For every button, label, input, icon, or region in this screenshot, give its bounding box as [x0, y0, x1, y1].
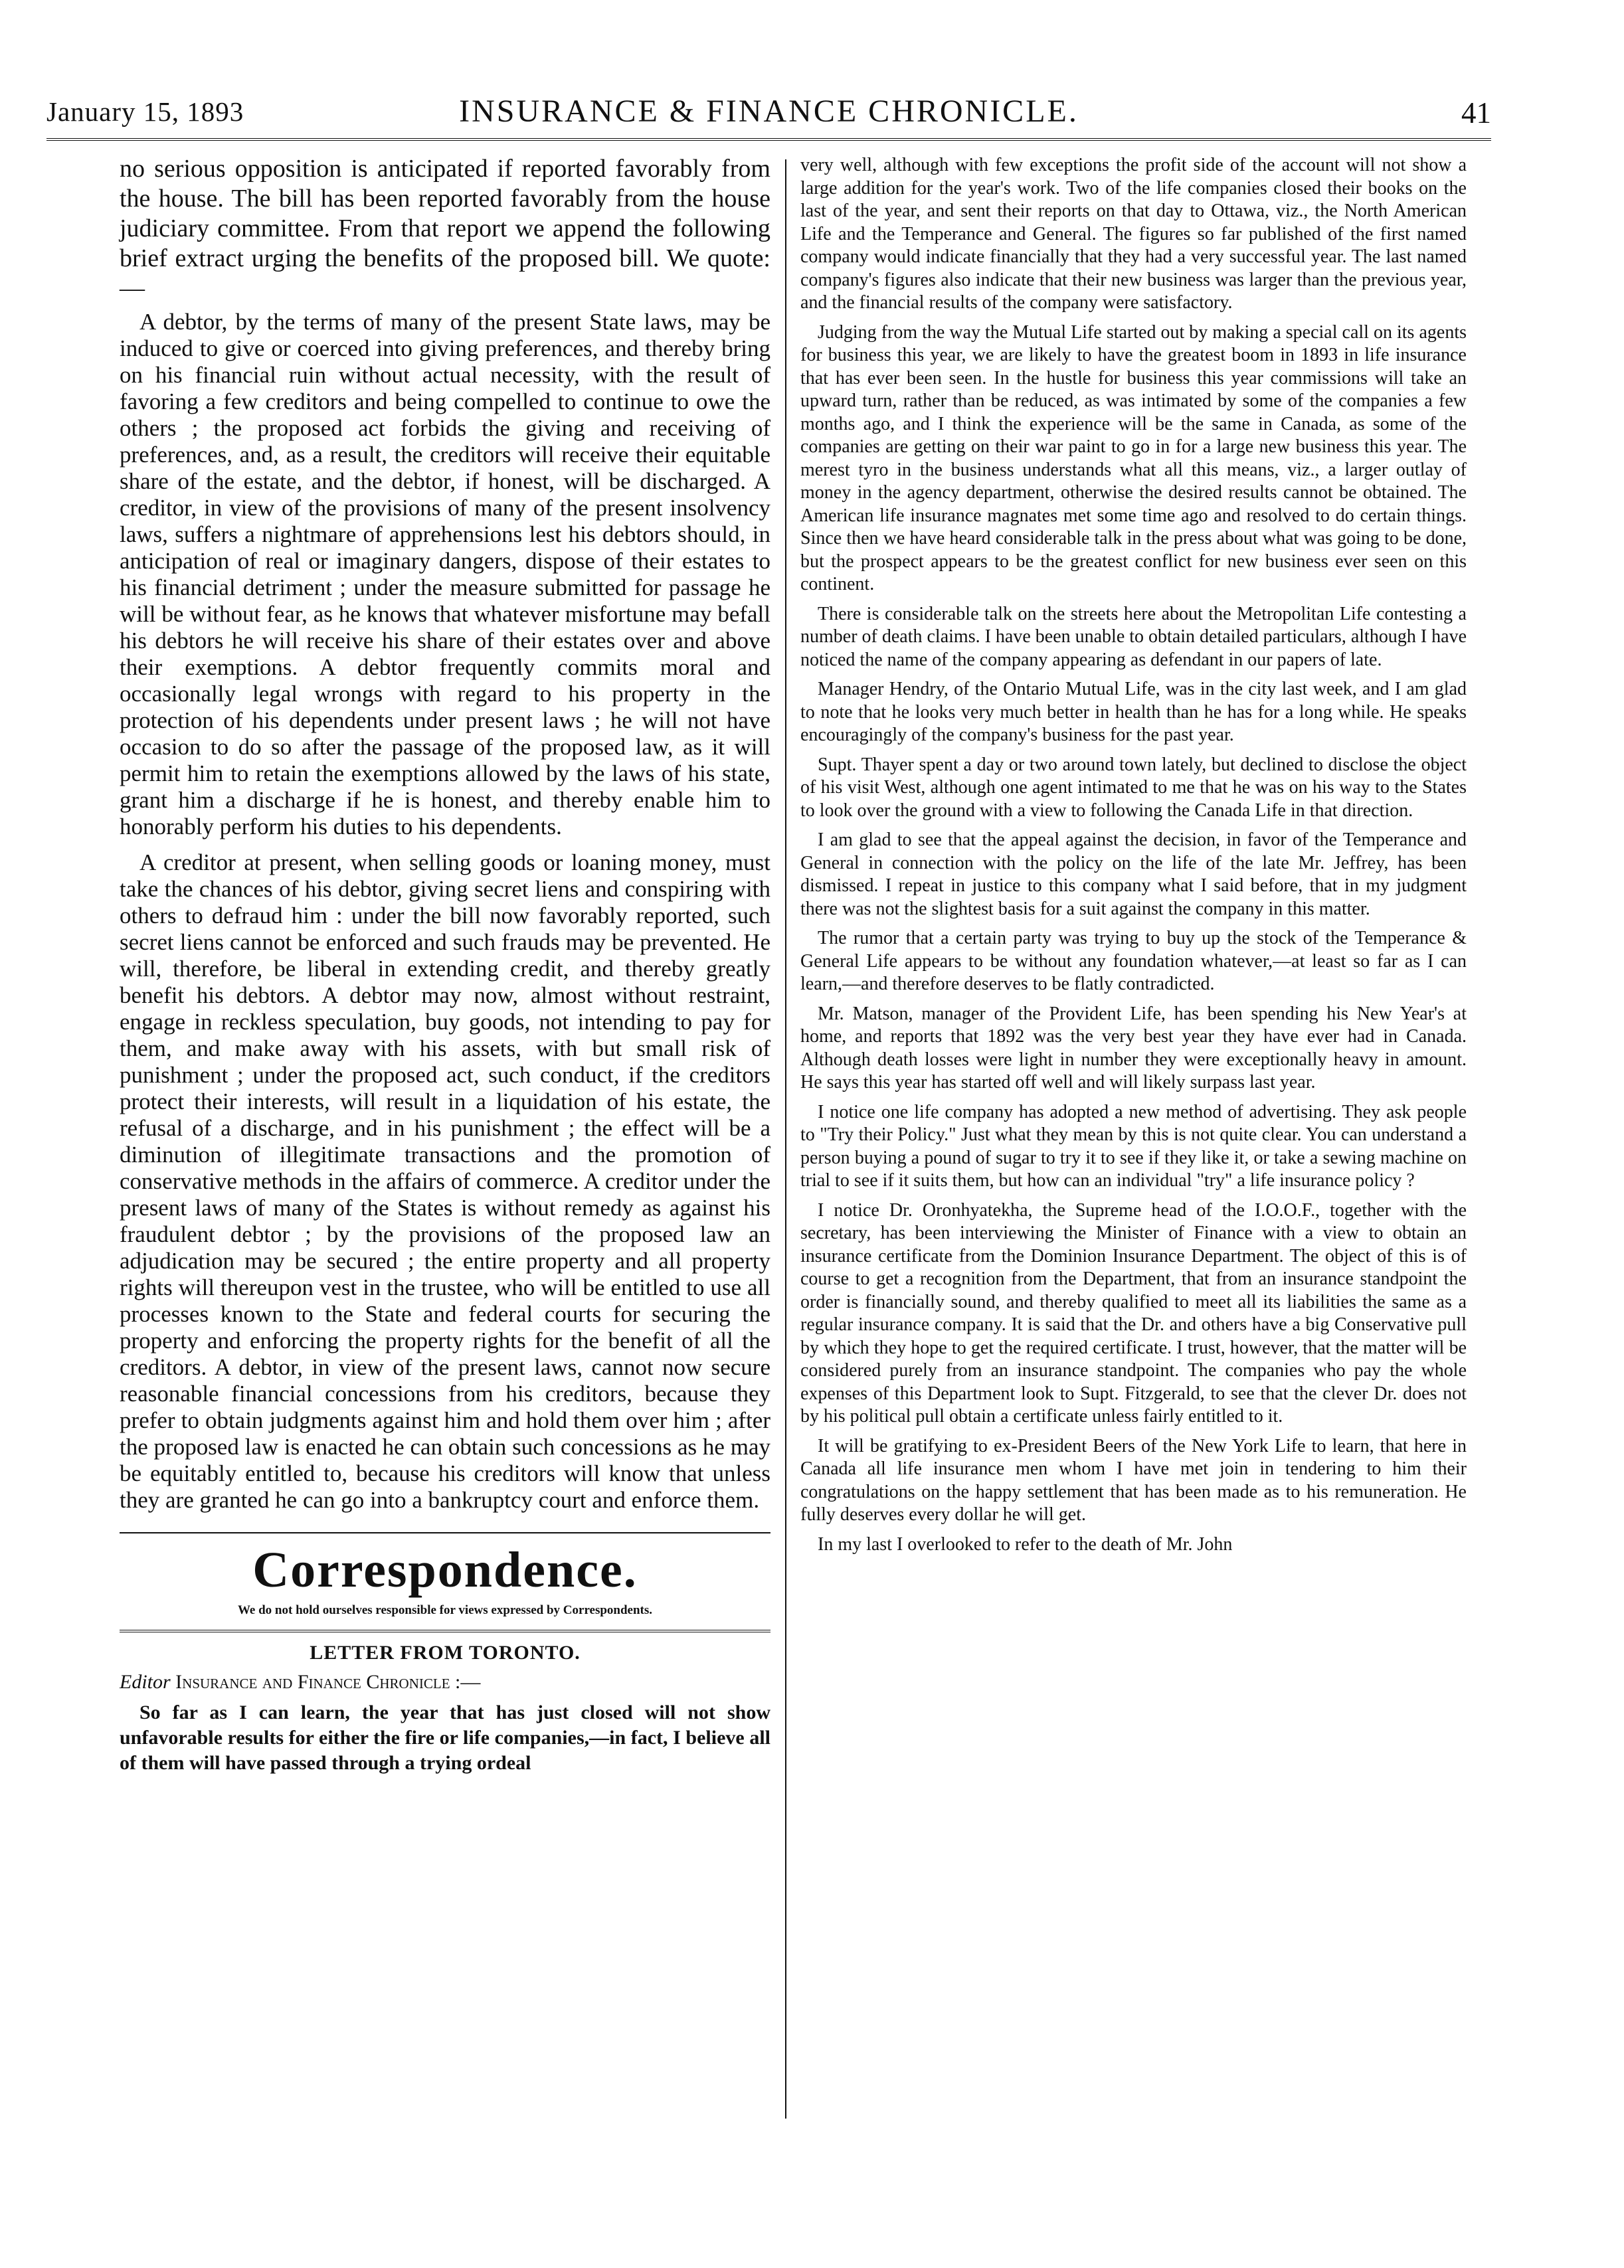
section-rule	[120, 1532, 770, 1533]
left-column	[120, 154, 770, 1781]
article-paragraph: Manager Hendry, of the Ontario Mutual Life, was in the city last week, and I am glad to note that he looks very much better in health than he has for a long while. He speaks encouragingly of the company's business for the past year.	[800, 679, 1467, 745]
column-divider	[785, 159, 786, 2119]
article-paragraph: I notice Dr. Oronhyatekha, the Supreme head of the I.O.O.F., together with the secretary, has been interviewing the Minister of Finance with a view to obtain an insurance certificate from the Dominion Insurance Department. The object of this is of course to get a recognition from the Department, that from an insurance standpoint the order is financially sound, and thereby qualified to meet all its liabilities the same as a regular insurance company. It is said that the Dr. and others have a big Conservative pull by which they hope to get the required certificate. I trust, however, that the matter will be considered purely from an insurance standpoint. The companies who pay the whole expenses of this Department look to Supt. Fitzgerald, to see that the clever Dr. does not by his political pull obtain a certificate unless fairly entitled to it.	[800, 1199, 1467, 1427]
editor-salutation	[120, 1671, 770, 1694]
publication-title: INSURANCE & FINANCE CHRONICLE.	[459, 94, 1079, 129]
editor-label: Editor	[120, 1671, 171, 1693]
editor-address: Insurance and Finance Chronicle :—	[175, 1671, 481, 1693]
right-column	[800, 154, 1467, 1563]
quoted-extract-continued: A creditor at present, when selling goods or loaning money, must take the chances of his debtor, giving secret liens and conspiring with others to defraud him : under the bill now favorably reported, such secret liens cannot be enforced and such frauds may be prevented. He will, therefore, be liberal in extending credit, and thereby greatly benefit his debtors. A debtor may now, almost without restraint, engage in reckless speculation, buy goods, not intending to pay for them, and make away with his assets, with but small risk of punishment ; under the proposed act, such conduct, if the creditors protect their interests, will result in a liquidation of his estate, the refusal of a discharge, and in his punishment ; the effect will be a diminution of illegitimate transactions and the promotion of conservative methods in the affairs of commerce. A creditor under the present laws of many of the States is without remedy as against his fraudulent debtor ; by the provisions of the proposed law an adjudication may be secured ; the entire property and all property rights will thereupon vest in the trustee, who will be entitled to use all processes known to the State and federal courts for securing the property and enforcing the property rights for the benefit of all the creditors. A debtor, in view of the present laws, cannot now secure reasonable financial concessions from his creditors, because they prefer to obtain judgments against him and hold them over him ; after the proposed law is enacted he can obtain such concessions as he may be equitably entitled to, because his creditors will know that unless they are granted he can go into a bankruptcy court and enforce them.	[120, 849, 770, 1513]
issue-date: January 15, 1893	[46, 96, 244, 127]
page-number: 41	[1461, 96, 1491, 130]
letter-opening: So far as I can learn, the year that has just closed will not show unfavorable results for either the fire or life companies,—in fact, I believe all of them will have passed through a trying ordeal	[120, 1701, 770, 1774]
page-header	[46, 92, 1491, 141]
article-paragraph: The rumor that a certain party was trying to buy up the stock of the Temperance & General Life appears to be without any foundation whatever,—at least so far as I can learn,—and therefore deserves to be flatly contradicted.	[800, 928, 1467, 994]
letter-title: LETTER FROM TORONTO.	[310, 1642, 581, 1664]
article-paragraph: In my last I overlooked to refer to the death of Mr. John	[818, 1533, 1233, 1555]
article-paragraph: Mr. Matson, manager of the Provident Life, has been spending his New Year's at home, and reports that 1892 was the very best year they have ever had in Canada. Although death losses were light in number they were exceptionally heavy in amount. He says this year has started off well and will likely surpass last year.	[800, 1003, 1467, 1092]
article-paragraph: very well, although with few exceptions the profit side of the account will not show a large addition for the year's work. Two of the life companies closed their books on the last of the year, and sent their reports on that day to Ottawa, viz., the North American Life and the Temperance and General. The figures so far published of the first named company would indicate financially that they had a very successful year. The last named company's figures also indicate that their new business was larger than the previous year, and the financial results of the company were satisfactory.	[800, 155, 1467, 313]
article-paragraph: It will be gratifying to ex-President Beers of the New York Life to learn, that here in Canada all life insurance men whom I have met join in tendering to him their congratulations on the happy settlement that has been made as to his remuneration. He fully deserves every dollar he will get.	[800, 1435, 1467, 1525]
article-paragraph: There is considerable talk on the streets here about the Metropolitan Life contesting a number of death claims. I have been unable to obtain detailed particulars, although I have noticed the name of the company appearing as defendant in our papers of late.	[800, 603, 1467, 670]
section-double-rule	[120, 1630, 770, 1632]
section-title: Correspondence.	[252, 1542, 638, 1598]
article-paragraph: I am glad to see that the appeal against the decision, in favor of the Temperance and General in connection with the policy on the life of the late Mr. Jeffrey, has been dismissed. I repeat in justice to this company what I said before, that in my judgment there was not the slightest basis for a suit against the company in this matter.	[800, 829, 1467, 919]
quoted-extract: A debtor, by the terms of many of the present State laws, may be induced to give or coerced into giving preferences, and thereby bring on his financial ruin without actual necessity, with the result of favoring a few creditors and being compelled to continue to owe the others ; the proposed act forbids the giving and receiving of preferences, and, as a result, the creditors will receive their equitable share of the estate, and the debtor, if honest, will be discharged. A creditor, in view of the provisions of many of the present insolvency laws, suffers a nightmare of apprehensions lest his debtors should, in anticipation of real or imaginary dangers, dispose of their estates to his financial detriment ; under the measure submitted for passage he will be without fear, as he knows that whatever misfortune may befall his debtors he will receive his share of their estates over and above their exemptions. A debtor frequently commits moral and occasionally legal wrongs with regard to his property in the protection of his dependents under present laws ; he will not have occasion to do so after the passage of the proposed law, as it will permit him to retain the exemptions allowed by the laws of his state, grant him a discharge if he is honest, and thereby enable him to honorably perform his duties to his dependents.	[120, 309, 770, 839]
article-paragraph: Judging from the way the Mutual Life started out by making a special call on its agents for business this year, we are likely to have the greatest boom in 1893 in life insurance that has ever been seen. In the hustle for business this year commissions will take an upward turn, rather than be reduced, as was intimated by some of the companies a few months ago, and I think the experience will be the same in Canada, as some of the companies are getting on their war paint to go in for a large new business this year. The merest tyro in the business understands what all this means, viz., a larger outlay of money in the agency department, otherwise the desired results cannot be obtained. The American life insurance magnates met some time ago and resolved to do certain things. Since then we have heard considerable talk in the press about what was going to be done, but the prospect appears to be the greatest conflict for new business ever seen on this continent.	[800, 321, 1467, 594]
correspondence-disclaimer: We do not hold ourselves responsible for views expressed by Correspondents.	[237, 1603, 653, 1617]
intro-paragraph: no serious opposition is anticipated if reported favorably from the house. The bill has been reported favorably from the house judiciary committee. From that report we append the following brief extract urging the benefits of the proposed bill. We quote:—	[120, 155, 770, 302]
article-paragraph: Supt. Thayer spent a day or two around town lately, but declined to disclose the object of his visit West, although one agent intimated to me that he was on his way to the States to look over the ground with a view to following the Canada Life in that direction.	[800, 754, 1467, 821]
article-paragraph: I notice one life company has adopted a new method of advertising. They ask people to "Try their Policy." Just what they mean by this is not quite clear. You can understand a person buying a pound of sugar to try it to see if they like it, or take a sewing machine on trial to see if it suits them, but how can an individual "try" a life insurance policy ?	[800, 1101, 1467, 1191]
